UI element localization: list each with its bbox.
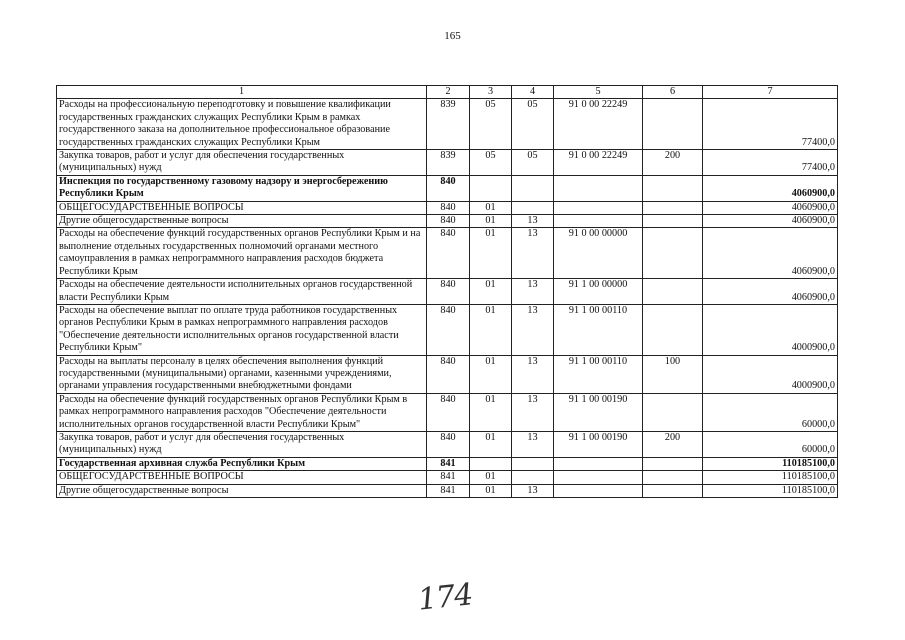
cell-section: 01: [470, 393, 512, 431]
cell-section: 01: [470, 355, 512, 393]
cell-ministry-code: 841: [427, 457, 470, 470]
header-cell: 7: [703, 86, 838, 99]
cell-name: ОБЩЕГОСУДАРСТВЕННЫЕ ВОПРОСЫ: [57, 471, 427, 484]
cell-ministry-code: 840: [427, 228, 470, 279]
cell-name: Расходы на профессиональную переподготовку и повышение квалификации государственных гражданских служащих Республики Крым в рамках государственного заказа на дополнительное профессиональное образование государственных гражданских служащих Республики Крым: [57, 99, 427, 150]
cell-subsection: 13: [512, 215, 554, 228]
cell-name: Расходы на обеспечение деятельности исполнительных органов государственной власти Республики Крым: [57, 279, 427, 305]
cell-amount: 4060900,0: [703, 175, 838, 201]
cell-section: 01: [470, 215, 512, 228]
cell-expense-type: [643, 279, 703, 305]
cell-amount: 110185100,0: [703, 484, 838, 497]
cell-target-article: [554, 457, 643, 470]
cell-subsection: [512, 457, 554, 470]
budget-table: [56, 85, 838, 498]
cell-ministry-code: 839: [427, 150, 470, 176]
cell-target-article: 91 1 00 00190: [554, 393, 643, 431]
cell-section: 01: [470, 201, 512, 214]
cell-subsection: 13: [512, 393, 554, 431]
cell-name: Закупка товаров, работ и услуг для обеспечения государственных (муниципальных) нужд: [57, 431, 427, 457]
table-row: [57, 175, 838, 201]
cell-target-article: 91 1 00 00110: [554, 304, 643, 355]
cell-amount: 77400,0: [703, 150, 838, 176]
cell-target-article: [554, 201, 643, 214]
cell-expense-type: 100: [643, 355, 703, 393]
cell-ministry-code: 840: [427, 279, 470, 305]
cell-target-article: 91 0 00 00000: [554, 228, 643, 279]
header-cell: 5: [554, 86, 643, 99]
cell-name: ОБЩЕГОСУДАРСТВЕННЫЕ ВОПРОСЫ: [57, 201, 427, 214]
cell-target-article: [554, 484, 643, 497]
cell-ministry-code: 839: [427, 99, 470, 150]
cell-name: Расходы на обеспечение выплат по оплате труда работников государственных органов Республики Крым в рамках непрограммного направления расходов "Обеспечение деятельности исполнительных органов государственной власти Республики Крым": [57, 304, 427, 355]
table-row: [57, 484, 838, 497]
table-row: [57, 99, 838, 150]
handwritten-page-number: 174: [416, 577, 474, 618]
cell-subsection: 13: [512, 431, 554, 457]
cell-subsection: 05: [512, 99, 554, 150]
cell-section: [470, 457, 512, 470]
cell-expense-type: [643, 201, 703, 214]
table-row: [57, 457, 838, 470]
page-number: 165: [444, 30, 461, 42]
cell-amount: 4060900,0: [703, 215, 838, 228]
table-header-row: [57, 86, 838, 99]
cell-name: Другие общегосударственные вопросы: [57, 484, 427, 497]
cell-amount: 4060900,0: [703, 279, 838, 305]
cell-name: Инспекция по государственному газовому надзору и энергосбережению Республики Крым: [57, 175, 427, 201]
cell-ministry-code: 840: [427, 201, 470, 214]
cell-name: Расходы на выплаты персоналу в целях обеспечения выполнения функций государственными (муниципальными) органами, казенными учреждениями, органами управления государственными внебюджетными фондами: [57, 355, 427, 393]
cell-name: Закупка товаров, работ и услуг для обеспечения государственных (муниципальных) нужд: [57, 150, 427, 176]
cell-amount: 4000900,0: [703, 304, 838, 355]
cell-target-article: 91 0 00 22249: [554, 150, 643, 176]
cell-subsection: 05: [512, 150, 554, 176]
cell-ministry-code: 840: [427, 304, 470, 355]
cell-expense-type: [643, 484, 703, 497]
cell-expense-type: 200: [643, 431, 703, 457]
cell-target-article: 91 1 00 00190: [554, 431, 643, 457]
cell-amount: 77400,0: [703, 99, 838, 150]
table-row: [57, 215, 838, 228]
cell-ministry-code: 840: [427, 215, 470, 228]
cell-expense-type: [643, 457, 703, 470]
cell-target-article: 91 0 00 22249: [554, 99, 643, 150]
cell-expense-type: [643, 228, 703, 279]
cell-target-article: [554, 471, 643, 484]
cell-expense-type: [643, 471, 703, 484]
header-cell: 1: [57, 86, 427, 99]
cell-amount: 4060900,0: [703, 228, 838, 279]
table-row: [57, 471, 838, 484]
cell-amount: 4000900,0: [703, 355, 838, 393]
budget-table-body: [57, 86, 838, 498]
table-row: [57, 279, 838, 305]
cell-expense-type: [643, 215, 703, 228]
cell-amount: 110185100,0: [703, 457, 838, 470]
cell-ministry-code: 841: [427, 484, 470, 497]
cell-name: Другие общегосударственные вопросы: [57, 215, 427, 228]
cell-ministry-code: 840: [427, 431, 470, 457]
header-cell: 3: [470, 86, 512, 99]
cell-section: [470, 175, 512, 201]
cell-section: 01: [470, 471, 512, 484]
cell-expense-type: [643, 175, 703, 201]
cell-subsection: 13: [512, 355, 554, 393]
cell-name: Расходы на обеспечение функций государственных органов Республики Крым в рамках непрограммного направления расходов "Обеспечение деятельности исполнительных органов государственной власти Республики Крым": [57, 393, 427, 431]
cell-amount: 4060900,0: [703, 201, 838, 214]
table-row: [57, 228, 838, 279]
cell-section: 05: [470, 150, 512, 176]
header-cell: 4: [512, 86, 554, 99]
cell-subsection: [512, 201, 554, 214]
cell-subsection: 13: [512, 279, 554, 305]
cell-subsection: 13: [512, 304, 554, 355]
cell-ministry-code: 840: [427, 393, 470, 431]
cell-subsection: [512, 471, 554, 484]
cell-section: 05: [470, 99, 512, 150]
cell-ministry-code: 840: [427, 355, 470, 393]
table-row: [57, 355, 838, 393]
cell-section: 01: [470, 279, 512, 305]
cell-subsection: 13: [512, 228, 554, 279]
cell-target-article: [554, 175, 643, 201]
cell-name: Государственная архивная служба Республики Крым: [57, 457, 427, 470]
cell-section: 01: [470, 484, 512, 497]
cell-name: Расходы на обеспечение функций государственных органов Республики Крым и на выполнение отдельных государственных полномочий органами местного самоуправления в рамках непрограммного направления расходов бюджета Республики Крым: [57, 228, 427, 279]
cell-section: 01: [470, 304, 512, 355]
cell-expense-type: [643, 304, 703, 355]
cell-amount: 110185100,0: [703, 471, 838, 484]
cell-ministry-code: 840: [427, 175, 470, 201]
cell-amount: 60000,0: [703, 393, 838, 431]
cell-expense-type: [643, 99, 703, 150]
table-row: [57, 393, 838, 431]
cell-subsection: 13: [512, 484, 554, 497]
table-row: [57, 304, 838, 355]
cell-subsection: [512, 175, 554, 201]
cell-target-article: 91 1 00 00110: [554, 355, 643, 393]
table-row: [57, 431, 838, 457]
cell-expense-type: [643, 393, 703, 431]
cell-target-article: [554, 215, 643, 228]
table-row: [57, 201, 838, 214]
cell-target-article: 91 1 00 00000: [554, 279, 643, 305]
cell-ministry-code: 841: [427, 471, 470, 484]
header-cell: 6: [643, 86, 703, 99]
cell-amount: 60000,0: [703, 431, 838, 457]
cell-section: 01: [470, 228, 512, 279]
header-cell: 2: [427, 86, 470, 99]
table-row: [57, 150, 838, 176]
cell-section: 01: [470, 431, 512, 457]
cell-expense-type: 200: [643, 150, 703, 176]
